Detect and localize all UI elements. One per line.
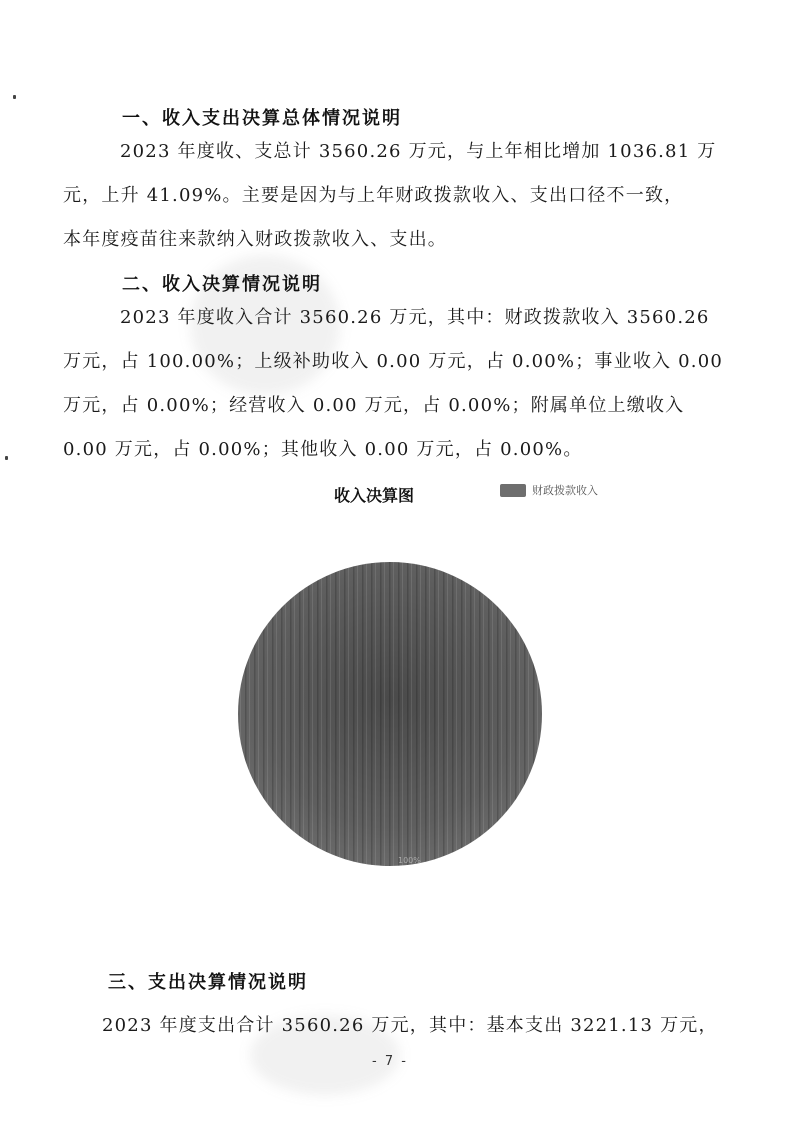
section-1-heading: 一、收入支出决算总体情况说明 [122,108,402,129]
section-2-heading: 二、收入决算情况说明 [122,274,322,295]
paragraph-line: 0.00 万元，占 0.00%；其他收入 0.00 万元，占 0.00%。 [63,439,583,460]
paragraph-line: 万元，占 100.00%；上级补助收入 0.00 万元，占 0.00%；事业收入 0.00 [63,351,724,372]
paragraph-line: 本年度疫苗往来款纳入财政拨款收入、支出。 [63,229,447,250]
paragraph-line: 元，上升 41.09%。主要是因为与上年财政拨款收入、支出口径不一致， [63,185,684,206]
pie-texture [238,562,542,866]
section-3-paragraph [102,1004,718,1048]
page-number: - 7 - [372,1054,408,1069]
paragraph-line: 2023 年度收入合计 3560.26 万元，其中：财政拨款收入 3560.26 [120,307,710,328]
paragraph-line: 2023 年度收、支总计 3560.26 万元，与上年相比增加 1036.81 万 [120,141,717,162]
section-3-heading: 三、支出决算情况说明 [108,972,308,993]
legend-label: 财政拨款收入 [532,484,598,497]
pie-data-label: 100% [398,856,421,865]
paragraph-line: 万元，占 0.00%；经营收入 0.00 万元，占 0.00%；附属单位上缴收入 [63,395,685,416]
chart-title: 收入决算图 [334,486,415,505]
paragraph-line: 2023 年度支出合计 3560.26 万元，其中：基本支出 3221.13 万元， [102,1015,718,1036]
